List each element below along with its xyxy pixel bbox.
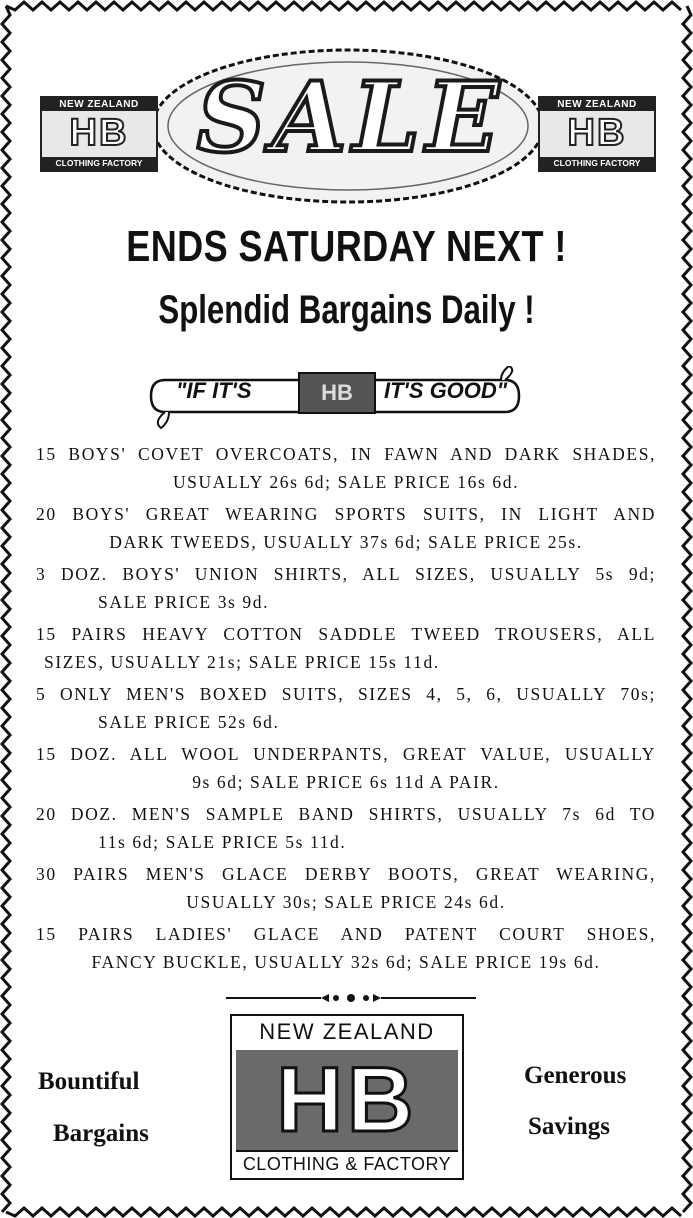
right-tagline-line1: Generous <box>524 1062 627 1089</box>
item-line-1: 15 BOYS' COVET OVERCOATS, IN FAWN AND DARK SHADES, <box>36 444 656 464</box>
item-line-2: SIZES, USUALLY 21s; SALE PRICE 15s 11d. <box>44 652 440 672</box>
slogan-hb-logo: HB <box>298 372 376 414</box>
left-tagline-line1: Bountiful <box>38 1068 140 1095</box>
item-line-1: 3 DOZ. BOYS' UNION SHIRTS, ALL SIZES, USUALLY 5s 9d; <box>36 564 656 584</box>
item-line-1: 15 PAIRS HEAVY COTTON SADDLE TWEED TROUSERS, ALL <box>36 624 656 644</box>
left-tagline-line2: Bargains <box>53 1120 149 1147</box>
item-line-2: 9s 6d; SALE PRICE 6s 11d A PAIR. <box>192 772 500 792</box>
item-line-1: 20 BOYS' GREAT WEARING SPORTS SUITS, IN LIGHT AND <box>36 504 656 524</box>
border-edge <box>6 2 681 10</box>
item-line-2: SALE PRICE 52s 6d. <box>98 712 280 732</box>
right-tagline-line2: Savings <box>528 1113 610 1140</box>
logo-hb-panel <box>236 1050 458 1150</box>
left-panel-bottom-text: CLOTHING FACTORY <box>42 157 156 170</box>
item-line-2: 11s 6d; SALE PRICE 5s 11d. <box>98 832 347 852</box>
slogan-right-text: IT'S GOOD" <box>384 378 508 403</box>
item-line-2: SALE PRICE 3s 9d. <box>98 592 270 612</box>
subheadline: Splendid Bargains Daily ! <box>158 288 535 332</box>
list-item <box>36 560 656 616</box>
list-item <box>36 500 656 556</box>
right-panel-hb-logo: HB <box>567 112 627 154</box>
border-edge <box>2 6 10 1212</box>
headline: ENDS SATURDAY NEXT ! <box>126 222 567 271</box>
logo-top-text: NEW ZEALAND <box>259 1019 435 1044</box>
left-panel-top-text: NEW ZEALAND <box>42 98 156 111</box>
list-item <box>36 620 656 676</box>
left-hb-panel <box>40 96 158 172</box>
border-edge <box>683 6 691 1212</box>
item-line-1: 15 DOZ. ALL WOOL UNDERPANTS, GREAT VALUE, USUALLY <box>36 744 656 764</box>
list-item <box>36 800 656 856</box>
item-line-1: 15 PAIRS LADIES' GLACE AND PATENT COURT SHOES, <box>36 924 656 944</box>
bargain-list <box>36 440 656 980</box>
item-line-2: FANCY BUCKLE, USUALLY 32s 6d; SALE PRICE 19s 6d. <box>91 952 601 972</box>
left-panel-hb-logo: HB <box>69 112 129 154</box>
logo-bottom-text: CLOTHING & FACTORY <box>236 1150 458 1176</box>
list-item <box>36 440 656 496</box>
right-panel-bottom-text: CLOTHING FACTORY <box>540 157 654 170</box>
logo-hb-letters: HB <box>276 1050 418 1150</box>
item-line-1: 5 ONLY MEN'S BOXED SUITS, SIZES 4, 5, 6, USUALLY 70s; <box>36 684 656 704</box>
border-edge <box>6 1208 681 1216</box>
list-item <box>36 920 656 976</box>
right-panel-top-text: NEW ZEALAND <box>540 98 654 111</box>
sale-title: SALE <box>196 61 506 174</box>
item-line-2: DARK TWEEDS, USUALLY 37s 6d; SALE PRICE 25s. <box>109 532 583 552</box>
list-item <box>36 860 656 916</box>
list-item <box>36 740 656 796</box>
slogan-left-text: "IF IT'S <box>176 378 252 403</box>
ornamental-divider <box>226 991 476 1005</box>
hb-logo-box <box>230 1014 464 1180</box>
item-line-2: USUALLY 26s 6d; SALE PRICE 16s 6d. <box>172 472 520 492</box>
item-line-2: USUALLY 30s; SALE PRICE 24s 6d. <box>186 892 506 912</box>
item-line-1: 20 DOZ. MEN'S SAMPLE BAND SHIRTS, USUALLY 7s 6d TO <box>36 804 656 824</box>
list-item <box>36 680 656 736</box>
right-hb-panel <box>538 96 656 172</box>
item-line-1: 30 PAIRS MEN'S GLACE DERBY BOOTS, GREAT WEARING, <box>36 864 656 884</box>
